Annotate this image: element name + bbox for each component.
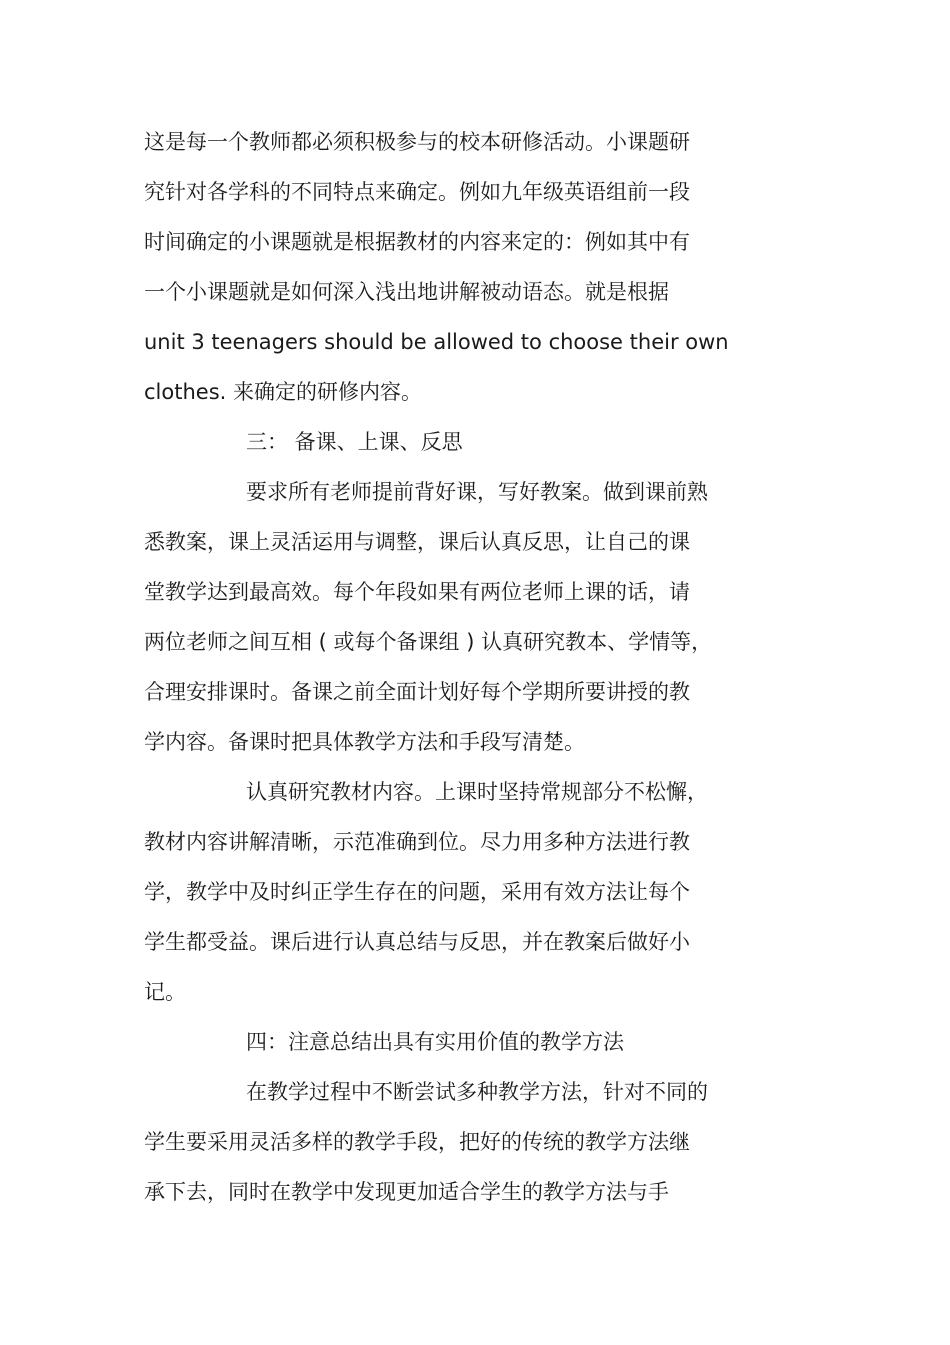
text-line: 教材内容讲解清晰，示范准确到位。尽力用多种方法进行教 [144, 830, 690, 854]
text-line: 要求所有老师提前背好课，写好教案。做到课前熟 [246, 480, 708, 504]
text-line: 承下去，同时在教学中发现更加适合学生的教学方法与手 [144, 1180, 669, 1204]
text-line: 学，教学中及时纠正学生存在的问题，采用有效方法让每个 [144, 880, 690, 904]
text-line: 两位老师之间互相 ( 或每个备课组 ) 认真研究教本、学情等， [144, 630, 713, 654]
text-line: clothes. 来确定的研修内容。 [144, 380, 422, 404]
text-line: 一个小课题就是如何深入浅出地讲解被动语态。就是根据 [144, 280, 669, 304]
text-line: 在教学过程中不断尝试多种教学方法，针对不同的 [246, 1080, 708, 1104]
section-heading: 四：注意总结出具有实用价值的教学方法 [246, 1030, 624, 1054]
text-line: unit 3 teenagers should be allowed to choose their own [144, 330, 729, 354]
text-line: 时间确定的小课题就是根据教材的内容来定的：例如其中有 [144, 230, 690, 254]
text-line: 悉教案，课上灵活运用与调整，课后认真反思，让自己的课 [144, 530, 690, 554]
text-line: 学生都受益。课后进行认真总结与反思，并在教案后做好小 [144, 930, 690, 954]
text-line: 合理安排课时。备课之前全面计划好每个学期所要讲授的教 [144, 680, 690, 704]
text-line: 学生要采用灵活多样的教学手段，把好的传统的教学方法继 [144, 1130, 690, 1154]
text-line: 堂教学达到最高效。每个年段如果有两位老师上课的话，请 [144, 580, 690, 604]
text-line: 认真研究教材内容。上课时坚持常规部分不松懈， [246, 780, 708, 804]
section-heading: 三： 备课、上课、反思 [246, 430, 463, 454]
text-line: 这是每一个教师都必须积极参与的校本研修活动。小课题研 [144, 130, 690, 154]
text-line: 学内容。备课时把具体教学方法和手段写清楚。 [144, 730, 585, 754]
text-line: 究针对各学科的不同特点来确定。例如九年级英语组前一段 [144, 180, 690, 204]
text-line: 记。 [144, 980, 186, 1004]
